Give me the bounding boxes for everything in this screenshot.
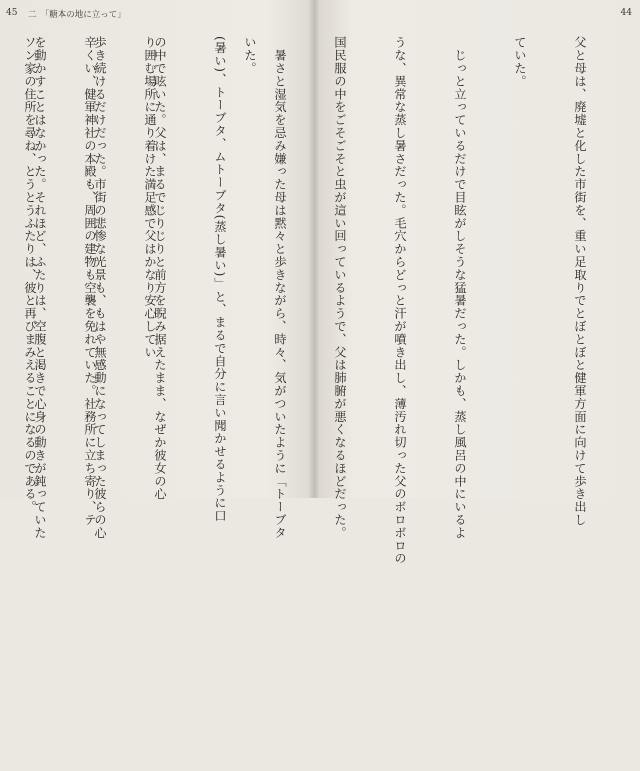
book-gutter (309, 0, 319, 498)
text-column: 辛くい、健軍神社の本殿も、周囲の建物も空襲を免れていた。社務所に立ち寄り、テ (83, 36, 97, 527)
text-column: (暑い)、トーブタ、ムトーブタ(蒸し暑い)」と、まるで自分に言い聞かせるように口 (213, 36, 227, 523)
text-column: 歩き続けるだけだった。市街の悲惨な光景も、もはや無感動になってしまった彼らの心 (93, 36, 107, 540)
running-head: 二 「糖本の地に立って」 (28, 10, 126, 20)
text-column: 暑さと湿気を忌み嫌った母は黙々と歩きながら、時々、気がついたように「トーブタ (273, 36, 287, 540)
page-number-right: 44 (620, 8, 632, 18)
text-column: り囲む場所に通り着けた満足感で父はかなり安心してい (143, 36, 157, 359)
text-column: いた。 (243, 36, 257, 75)
text-column: ソン家の住所を尋ね、とうとうふたりは、彼と再びまみえることになるのである。 (23, 36, 37, 514)
text-column: 国民服の中をごそごそと虫が這い回っているようで、父は肺腑が悪くなるほどだった。 (333, 36, 347, 540)
text-column: 父と母は、廃墟と化した市街を、重い足取りでとぼとぼと健軍方面に向けて歩き出し (573, 36, 587, 527)
text-column: の中で呟いた。父は、まるでじりじりと前方を睨み据えたまま、なぜか彼女の心 (153, 36, 167, 501)
text-column: ていた。 (513, 36, 527, 88)
text-column: うな、異常な蒸し暑さだった。毛穴からどっと汗が噴き出し、薄汚れ切った父のボロボロの (393, 36, 407, 565)
text-column: じっと立っているだけで目眩がしそうな猛暑だった。しかも、蒸し風呂の中にいるよ (453, 36, 467, 540)
text-column: を動かすことはなかった。それほど、ふたりは、空腹と渇きで心身の動きが鈍っていた (33, 36, 47, 540)
page-number-left: 45 (6, 8, 18, 18)
